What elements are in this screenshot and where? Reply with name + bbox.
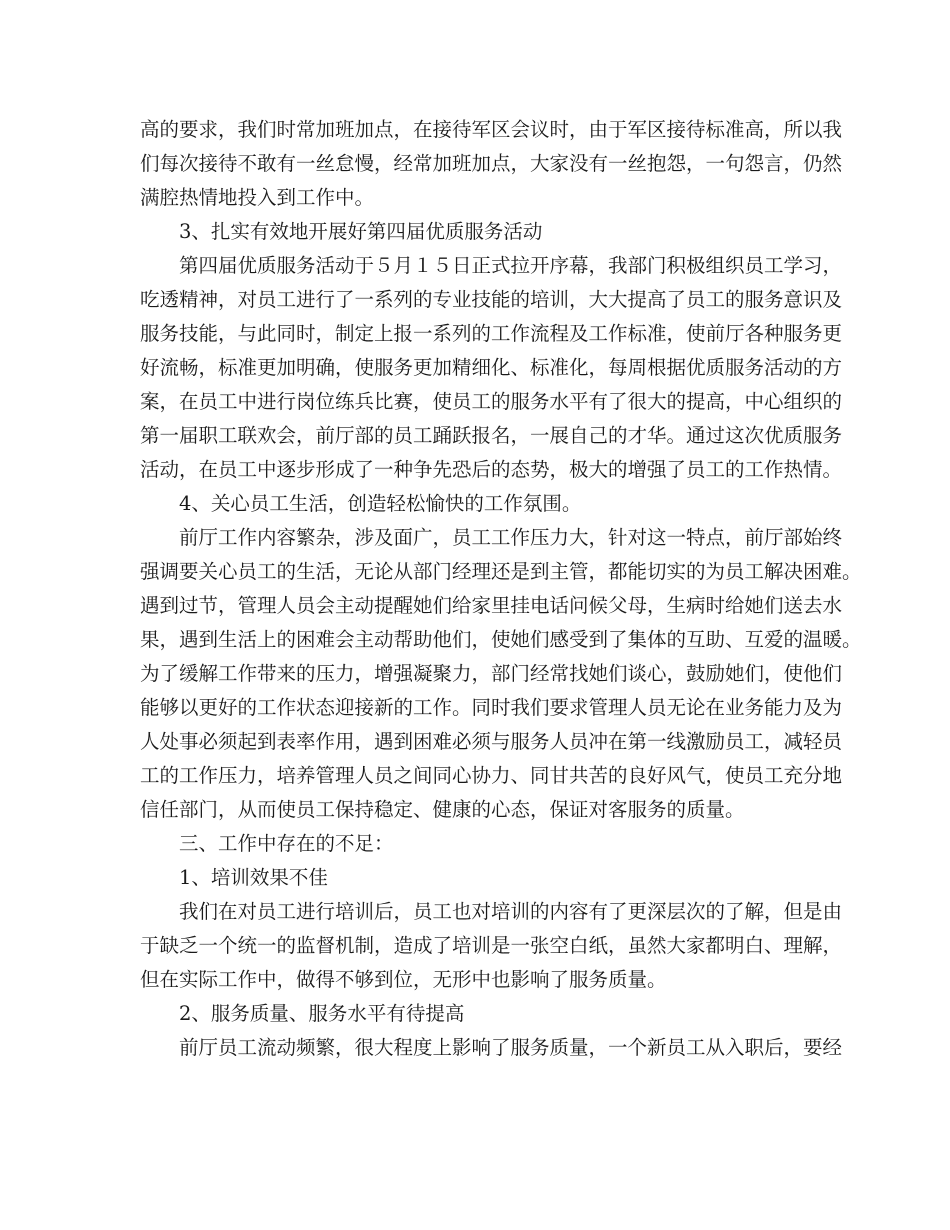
heading-text: 4、关心员工生活，创造轻松愉快的工作氛围。: [179, 492, 582, 515]
paragraph: [140, 521, 862, 827]
text-line: 能够以更好的工作状态迎接新的工作。同时我们要求管理人员无论在业务能力及为: [140, 696, 843, 719]
paragraph-continued: [140, 113, 843, 215]
section-heading: [140, 487, 815, 521]
heading-text: 3、扎实有效地开展好第四届优质服务活动: [179, 220, 543, 243]
text-line: 为了缓解工作带来的压力，增强凝聚力，部门经常找她们谈心，鼓励她们，使他们: [140, 662, 843, 685]
text-line: 前厅工作内容繁杂，涉及面广，员工工作压力大，针对这一特点，前厅部始终: [179, 526, 843, 549]
paragraph: [140, 249, 843, 487]
text-line: 工的工作压力，培养管理人员之间同心协力、同甘共苦的良好风气，使员工充分地: [140, 764, 843, 787]
text-line: 但在实际工作中，做得不够到位，无形中也影响了服务质量。: [140, 968, 667, 991]
paragraph: [140, 1031, 843, 1065]
text-line: 吃透精神，对员工进行了一系列的专业技能的培训，大大提高了员工的服务意识及: [140, 288, 843, 311]
heading-text: 2、服务质量、服务水平有待提高: [179, 1002, 465, 1025]
text-line: 们每次接待不敢有一丝怠慢，经常加班加点，大家没有一丝抱怨，一句怨言，仍然: [140, 152, 843, 175]
text-line: 好流畅，标准更加明确，使服务更加精细化、标准化，每周根据优质服务活动的方: [140, 356, 843, 379]
section-heading: [140, 215, 815, 249]
text-line: 案，在员工中进行岗位练兵比赛，使员工的服务水平有了很大的提高，中心组织的: [140, 390, 843, 413]
text-line: 服务技能，与此同时，制定上报一系列的工作流程及工作标准，使前厅各种服务更: [140, 322, 843, 345]
text-line: 满腔热情地投入到工作中。: [140, 186, 375, 209]
text-line: 活动，在员工中逐步形成了一种争先恐后的态势，极大的增强了员工的工作热情。: [140, 458, 843, 481]
text-line: 高的要求，我们时常加班加点，在接待军区会议时，由于军区接待标准高，所以我: [140, 118, 843, 141]
document-body: [140, 113, 862, 1065]
text-line: 强调要关心员工的生活，无论从部门经理还是到主管，都能切实的为员工解决困难。: [140, 560, 862, 583]
text-line: 第四届优质服务活动于５月１５日正式拉开序幕，我部门积极组织员工学习，: [179, 254, 843, 277]
text-line: 我们在对员工进行培训后，员工也对培训的内容有了更深层次的了解，但是由: [179, 900, 843, 923]
subsection-heading: [140, 997, 815, 1031]
text-line: 于缺乏一个统一的监督机制，造成了培训是一张空白纸，虽然大家都明白、理解，: [140, 934, 843, 957]
text-line: 前厅员工流动频繁，很大程度上影响了服务质量，一个新员工从入职后，要经: [179, 1036, 843, 1059]
text-line: 遇到过节，管理人员会主动提醒她们给家里挂电话问候父母，生病时给她们送去水: [140, 594, 843, 617]
text-line: 果，遇到生活上的困难会主动帮助他们，使她们感受到了集体的互助、互爱的温暖。: [140, 628, 862, 651]
text-line: 信任部门，从而使员工保持稳定、健康的心态，保证对客服务的质量。: [140, 798, 745, 821]
heading-text: 三、工作中存在的不足：: [179, 832, 394, 855]
section-heading: [140, 827, 815, 861]
text-line: 第一届职工联欢会，前厅部的员工踊跃报名，一展自己的才华。通过这次优质服务: [140, 424, 843, 447]
subsection-heading: [140, 861, 815, 895]
text-line: 人处事必须起到表率作用，遇到困难必须与服务人员冲在第一线激励员工，减轻员: [140, 730, 843, 753]
paragraph: [140, 895, 843, 997]
heading-text: 1、培训效果不佳: [179, 866, 328, 889]
